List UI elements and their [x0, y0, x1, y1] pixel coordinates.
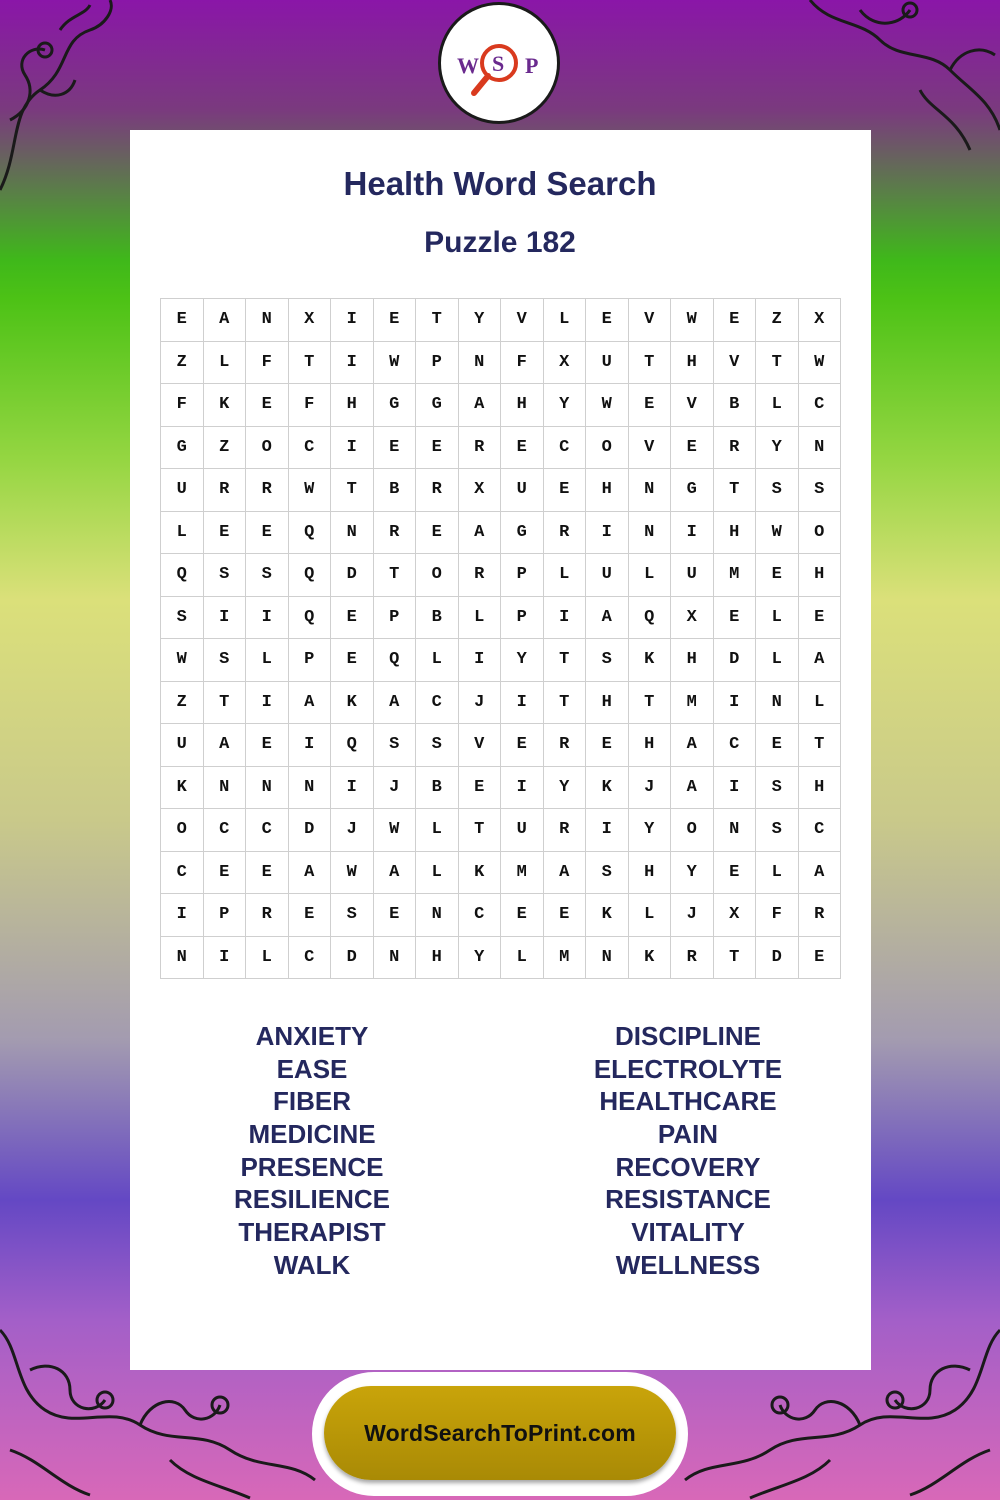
grid-cell[interactable]: E — [374, 894, 417, 937]
grid-cell[interactable]: T — [714, 469, 757, 512]
grid-cell[interactable]: H — [671, 639, 714, 682]
grid-cell[interactable]: I — [544, 597, 587, 640]
grid-cell[interactable]: I — [586, 809, 629, 852]
grid-cell[interactable]: X — [544, 342, 587, 385]
grid-cell[interactable]: R — [544, 724, 587, 767]
grid-cell[interactable]: T — [756, 342, 799, 385]
grid-cell[interactable]: C — [161, 852, 204, 895]
grid-cell[interactable]: S — [799, 469, 842, 512]
grid-cell[interactable]: S — [161, 597, 204, 640]
grid-cell[interactable]: N — [714, 809, 757, 852]
grid-cell[interactable]: M — [714, 554, 757, 597]
grid-cell[interactable]: P — [501, 554, 544, 597]
grid-cell[interactable]: C — [289, 937, 332, 980]
grid-cell[interactable]: Z — [204, 427, 247, 470]
grid-cell[interactable]: R — [459, 554, 502, 597]
grid-cell[interactable]: E — [629, 384, 672, 427]
grid-cell[interactable]: Y — [459, 937, 502, 980]
grid-cell[interactable]: I — [246, 597, 289, 640]
grid-cell[interactable]: R — [799, 894, 842, 937]
grid-cell[interactable]: I — [501, 682, 544, 725]
grid-cell[interactable]: Y — [629, 809, 672, 852]
grid-cell[interactable]: I — [331, 342, 374, 385]
grid-cell[interactable]: I — [289, 724, 332, 767]
grid-cell[interactable]: A — [204, 724, 247, 767]
grid-cell[interactable]: C — [289, 427, 332, 470]
grid-cell[interactable]: W — [586, 384, 629, 427]
word-item: ANXIETY — [255, 1021, 369, 1051]
grid-cell[interactable]: U — [161, 469, 204, 512]
grid-cell[interactable]: E — [756, 554, 799, 597]
grid-cell[interactable]: K — [204, 384, 247, 427]
grid-cell[interactable]: S — [756, 767, 799, 810]
grid-cell[interactable]: Q — [289, 554, 332, 597]
grid-cell[interactable]: R — [714, 427, 757, 470]
grid-cell[interactable]: M — [544, 937, 587, 980]
word-item: MEDICINE — [248, 1119, 376, 1150]
grid-cell[interactable]: O — [671, 809, 714, 852]
wsp-logo — [438, 2, 560, 124]
grid-cell[interactable]: L — [629, 894, 672, 937]
grid-cell[interactable]: F — [161, 384, 204, 427]
grid-cell[interactable]: M — [501, 852, 544, 895]
grid-cell[interactable]: B — [416, 767, 459, 810]
grid-cell[interactable]: C — [544, 427, 587, 470]
grid-cell[interactable]: L — [544, 299, 587, 342]
grid-cell[interactable]: C — [459, 894, 502, 937]
grid-cell[interactable]: N — [799, 427, 842, 470]
grid-cell[interactable]: E — [331, 597, 374, 640]
grid-cell[interactable]: P — [501, 597, 544, 640]
grid-cell[interactable]: L — [246, 639, 289, 682]
word-item: DISCIPLINE — [615, 1021, 761, 1051]
grid-cell[interactable]: H — [586, 469, 629, 512]
grid-cell[interactable]: Q — [289, 512, 332, 555]
grid-cell[interactable]: L — [756, 597, 799, 640]
grid-cell[interactable]: P — [204, 894, 247, 937]
word-item: RESISTANCE — [605, 1184, 771, 1215]
word-item: VITALITY — [631, 1217, 745, 1248]
grid-cell[interactable]: T — [799, 724, 842, 767]
word-list-left — [162, 1020, 462, 1282]
grid-cell[interactable]: I — [714, 682, 757, 725]
grid-cell[interactable]: X — [714, 894, 757, 937]
grid-cell[interactable]: N — [246, 299, 289, 342]
grid-cell[interactable]: V — [714, 342, 757, 385]
grid-cell[interactable]: X — [799, 299, 842, 342]
grid-cell[interactable]: W — [374, 809, 417, 852]
grid-cell[interactable]: S — [246, 554, 289, 597]
grid-cell[interactable]: E — [756, 724, 799, 767]
letter-grid — [160, 298, 841, 979]
grid-cell[interactable]: C — [204, 809, 247, 852]
grid-cell[interactable]: N — [416, 894, 459, 937]
grid-cell[interactable]: E — [501, 427, 544, 470]
grid-cell[interactable]: K — [331, 682, 374, 725]
grid-cell[interactable]: N — [374, 937, 417, 980]
logo-letter-p: P — [525, 53, 539, 78]
grid-cell[interactable]: U — [161, 724, 204, 767]
grid-cell[interactable]: H — [671, 342, 714, 385]
grid-cell[interactable]: D — [289, 809, 332, 852]
grid-cell[interactable]: G — [374, 384, 417, 427]
grid-cell[interactable]: E — [161, 299, 204, 342]
word-item: FIBER — [273, 1086, 351, 1117]
grid-cell[interactable]: D — [331, 937, 374, 980]
grid-cell[interactable]: P — [374, 597, 417, 640]
grid-cell[interactable]: H — [416, 937, 459, 980]
grid-cell[interactable]: S — [416, 724, 459, 767]
grid-cell[interactable]: A — [671, 724, 714, 767]
word-item: PAIN — [657, 1119, 719, 1150]
grid-cell[interactable]: O — [246, 427, 289, 470]
word-item: RECOVERY — [615, 1151, 761, 1182]
word-item: PRESENCE — [240, 1151, 384, 1182]
grid-cell[interactable]: H — [714, 512, 757, 555]
grid-cell[interactable]: G — [671, 469, 714, 512]
grid-cell[interactable]: H — [331, 384, 374, 427]
grid-cell[interactable]: P — [416, 342, 459, 385]
word-item: RESILIENCE — [233, 1184, 391, 1215]
grid-cell[interactable]: P — [289, 639, 332, 682]
grid-cell[interactable]: C — [714, 724, 757, 767]
grid-cell[interactable]: X — [289, 299, 332, 342]
grid-cell[interactable]: I — [161, 894, 204, 937]
grid-cell[interactable]: T — [374, 554, 417, 597]
grid-cell[interactable]: F — [756, 894, 799, 937]
word-item: WELLNESS — [615, 1249, 761, 1280]
grid-cell[interactable]: T — [331, 469, 374, 512]
grid-cell[interactable]: E — [416, 512, 459, 555]
grid-cell[interactable]: S — [374, 724, 417, 767]
grid-cell[interactable]: L — [459, 597, 502, 640]
grid-cell[interactable]: L — [799, 682, 842, 725]
grid-cell[interactable]: W — [289, 469, 332, 512]
grid-cell[interactable]: K — [586, 767, 629, 810]
grid-cell[interactable]: C — [416, 682, 459, 725]
grid-cell[interactable]: L — [204, 342, 247, 385]
grid-cell[interactable]: Z — [756, 299, 799, 342]
grid-cell[interactable]: R — [246, 894, 289, 937]
grid-cell[interactable]: E — [459, 767, 502, 810]
grid-cell[interactable]: R — [544, 512, 587, 555]
grid-cell[interactable]: E — [374, 299, 417, 342]
grid-cell[interactable]: W — [671, 299, 714, 342]
grid-cell[interactable]: Y — [756, 427, 799, 470]
grid-cell[interactable]: H — [799, 554, 842, 597]
grid-cell[interactable]: C — [799, 809, 842, 852]
grid-cell[interactable]: A — [289, 682, 332, 725]
word-item: HEALTHCARE — [599, 1086, 777, 1117]
grid-cell[interactable]: T — [544, 639, 587, 682]
grid-cell[interactable]: B — [374, 469, 417, 512]
grid-cell[interactable]: Z — [161, 682, 204, 725]
grid-cell[interactable]: Q — [161, 554, 204, 597]
grid-cell[interactable]: N — [459, 342, 502, 385]
grid-cell[interactable]: T — [544, 682, 587, 725]
grid-cell[interactable]: I — [331, 767, 374, 810]
grid-cell[interactable]: A — [671, 767, 714, 810]
grid-cell[interactable]: A — [289, 852, 332, 895]
grid-cell[interactable]: A — [799, 639, 842, 682]
grid-cell[interactable]: A — [204, 299, 247, 342]
grid-cell[interactable]: T — [629, 682, 672, 725]
grid-cell[interactable]: U — [586, 554, 629, 597]
grid-cell[interactable]: S — [204, 554, 247, 597]
grid-cell[interactable]: E — [714, 299, 757, 342]
grid-cell[interactable]: J — [374, 767, 417, 810]
grid-cell[interactable]: T — [204, 682, 247, 725]
grid-cell[interactable]: A — [586, 597, 629, 640]
grid-cell[interactable]: S — [204, 639, 247, 682]
grid-cell[interactable]: E — [501, 894, 544, 937]
grid-cell[interactable]: A — [459, 512, 502, 555]
grid-cell[interactable]: W — [756, 512, 799, 555]
grid-cell[interactable]: T — [459, 809, 502, 852]
grid-cell[interactable]: L — [629, 554, 672, 597]
grid-cell[interactable]: V — [671, 384, 714, 427]
grid-cell[interactable]: W — [799, 342, 842, 385]
word-item: THERAPIST — [238, 1217, 386, 1248]
grid-cell[interactable]: R — [246, 469, 289, 512]
grid-cell[interactable]: E — [246, 512, 289, 555]
grid-cell[interactable]: N — [246, 767, 289, 810]
grid-cell[interactable]: B — [714, 384, 757, 427]
grid-cell[interactable]: N — [289, 767, 332, 810]
grid-cell[interactable]: V — [459, 724, 502, 767]
grid-cell[interactable]: I — [459, 639, 502, 682]
grid-cell[interactable]: K — [629, 937, 672, 980]
grid-cell[interactable]: R — [416, 469, 459, 512]
grid-cell[interactable]: J — [459, 682, 502, 725]
grid-cell[interactable]: H — [629, 724, 672, 767]
grid-cell[interactable]: E — [799, 937, 842, 980]
grid-cell[interactable]: V — [629, 299, 672, 342]
grid-cell[interactable]: J — [671, 894, 714, 937]
grid-cell[interactable]: F — [501, 342, 544, 385]
grid-cell[interactable]: C — [246, 809, 289, 852]
grid-cell[interactable]: E — [416, 427, 459, 470]
grid-cell[interactable]: A — [459, 384, 502, 427]
word-item: EASE — [276, 1053, 348, 1084]
grid-cell[interactable]: C — [799, 384, 842, 427]
grid-cell[interactable]: I — [501, 767, 544, 810]
grid-cell[interactable]: D — [714, 639, 757, 682]
grid-cell[interactable]: E — [204, 512, 247, 555]
grid-cell[interactable]: N — [586, 937, 629, 980]
grid-cell[interactable]: I — [246, 682, 289, 725]
word-item: ELECTROLYTE — [593, 1053, 783, 1084]
grid-cell[interactable]: U — [671, 554, 714, 597]
grid-cell[interactable]: I — [204, 937, 247, 980]
grid-cell[interactable]: H — [501, 384, 544, 427]
grid-cell[interactable]: I — [204, 597, 247, 640]
grid-cell[interactable]: S — [586, 852, 629, 895]
grid-cell[interactable]: G — [416, 384, 459, 427]
grid-cell[interactable]: Y — [671, 852, 714, 895]
grid-cell[interactable]: L — [756, 852, 799, 895]
website-link-button[interactable]: WordSearchToPrint.com — [324, 1386, 676, 1480]
grid-cell[interactable]: I — [671, 512, 714, 555]
grid-cell[interactable]: X — [459, 469, 502, 512]
grid-cell[interactable]: E — [501, 724, 544, 767]
grid-cell[interactable]: N — [331, 512, 374, 555]
grid-cell[interactable]: V — [501, 299, 544, 342]
grid-cell[interactable]: L — [756, 384, 799, 427]
grid-cell[interactable]: R — [204, 469, 247, 512]
grid-cell[interactable]: K — [586, 894, 629, 937]
grid-cell[interactable]: E — [671, 427, 714, 470]
grid-cell[interactable]: L — [161, 512, 204, 555]
grid-cell[interactable]: S — [756, 809, 799, 852]
grid-cell[interactable]: O — [416, 554, 459, 597]
grid-cell[interactable]: R — [374, 512, 417, 555]
grid-cell[interactable]: H — [629, 852, 672, 895]
grid-cell[interactable]: Q — [289, 597, 332, 640]
grid-cell[interactable]: U — [501, 809, 544, 852]
grid-cell[interactable]: T — [714, 937, 757, 980]
grid-cell[interactable]: A — [799, 852, 842, 895]
grid-cell[interactable]: A — [544, 852, 587, 895]
grid-cell[interactable]: G — [161, 427, 204, 470]
grid-cell[interactable]: N — [629, 469, 672, 512]
grid-cell[interactable]: E — [246, 852, 289, 895]
grid-cell[interactable]: D — [331, 554, 374, 597]
logo-letter-s: S — [492, 51, 505, 76]
grid-cell[interactable]: S — [331, 894, 374, 937]
grid-cell[interactable]: L — [416, 852, 459, 895]
grid-cell[interactable]: K — [459, 852, 502, 895]
grid-cell[interactable]: K — [629, 639, 672, 682]
grid-cell[interactable]: R — [671, 937, 714, 980]
grid-cell[interactable]: T — [416, 299, 459, 342]
grid-cell[interactable]: F — [289, 384, 332, 427]
grid-cell[interactable]: F — [246, 342, 289, 385]
grid-cell[interactable]: U — [586, 342, 629, 385]
grid-cell[interactable]: N — [629, 512, 672, 555]
grid-cell[interactable]: L — [416, 639, 459, 682]
grid-cell[interactable]: U — [501, 469, 544, 512]
grid-cell[interactable]: S — [586, 639, 629, 682]
grid-cell[interactable]: Y — [501, 639, 544, 682]
grid-cell[interactable]: E — [246, 384, 289, 427]
grid-cell[interactable]: Z — [161, 342, 204, 385]
grid-cell[interactable]: W — [161, 639, 204, 682]
grid-cell[interactable]: E — [544, 894, 587, 937]
grid-cell[interactable]: L — [544, 554, 587, 597]
grid-cell[interactable]: N — [756, 682, 799, 725]
word-list-right — [538, 1020, 838, 1282]
grid-cell[interactable]: E — [246, 724, 289, 767]
puzzle-number: Puzzle 182 — [424, 226, 576, 259]
page-title: Health Word Search — [343, 165, 657, 202]
grid-cell[interactable]: E — [331, 639, 374, 682]
grid-cell[interactable]: A — [374, 682, 417, 725]
grid-cell[interactable]: E — [586, 299, 629, 342]
grid-cell[interactable]: A — [374, 852, 417, 895]
grid-cell[interactable]: T — [289, 342, 332, 385]
grid-cell[interactable]: G — [501, 512, 544, 555]
grid-cell[interactable]: Q — [331, 724, 374, 767]
grid-cell[interactable]: E — [586, 724, 629, 767]
grid-cell[interactable]: M — [671, 682, 714, 725]
grid-cell[interactable]: B — [416, 597, 459, 640]
grid-cell[interactable]: W — [374, 342, 417, 385]
grid-cell[interactable]: E — [289, 894, 332, 937]
grid-cell[interactable]: R — [544, 809, 587, 852]
grid-cell[interactable]: N — [161, 937, 204, 980]
grid-cell[interactable]: Y — [544, 767, 587, 810]
grid-cell[interactable]: Q — [374, 639, 417, 682]
grid-cell[interactable]: V — [629, 427, 672, 470]
word-item: WALK — [273, 1249, 351, 1280]
grid-cell[interactable]: E — [714, 852, 757, 895]
grid-cell[interactable]: K — [161, 767, 204, 810]
grid-cell[interactable]: Y — [459, 299, 502, 342]
grid-cell[interactable]: D — [756, 937, 799, 980]
grid-cell[interactable]: E — [714, 597, 757, 640]
grid-cell[interactable]: O — [799, 512, 842, 555]
grid-cell[interactable]: O — [586, 427, 629, 470]
grid-cell[interactable]: W — [331, 852, 374, 895]
grid-cell[interactable]: T — [629, 342, 672, 385]
grid-cell[interactable]: L — [756, 639, 799, 682]
logo-letter-w: W — [457, 53, 479, 78]
grid-cell[interactable]: L — [416, 809, 459, 852]
grid-cell[interactable]: N — [204, 767, 247, 810]
grid-cell[interactable]: E — [374, 427, 417, 470]
grid-cell[interactable]: I — [714, 767, 757, 810]
grid-cell[interactable]: E — [799, 597, 842, 640]
grid-cell[interactable]: H — [586, 682, 629, 725]
grid-cell[interactable]: J — [331, 809, 374, 852]
grid-cell[interactable]: S — [756, 469, 799, 512]
grid-cell[interactable]: L — [246, 937, 289, 980]
grid-cell[interactable]: E — [204, 852, 247, 895]
grid-cell[interactable]: J — [629, 767, 672, 810]
grid-cell[interactable]: I — [331, 427, 374, 470]
grid-cell[interactable]: Q — [629, 597, 672, 640]
grid-cell[interactable]: E — [544, 469, 587, 512]
grid-cell[interactable]: L — [501, 937, 544, 980]
grid-cell[interactable]: I — [331, 299, 374, 342]
grid-cell[interactable]: H — [799, 767, 842, 810]
grid-cell[interactable]: I — [586, 512, 629, 555]
grid-cell[interactable]: O — [161, 809, 204, 852]
grid-cell[interactable]: R — [459, 427, 502, 470]
grid-cell[interactable]: X — [671, 597, 714, 640]
grid-cell[interactable]: Y — [544, 384, 587, 427]
